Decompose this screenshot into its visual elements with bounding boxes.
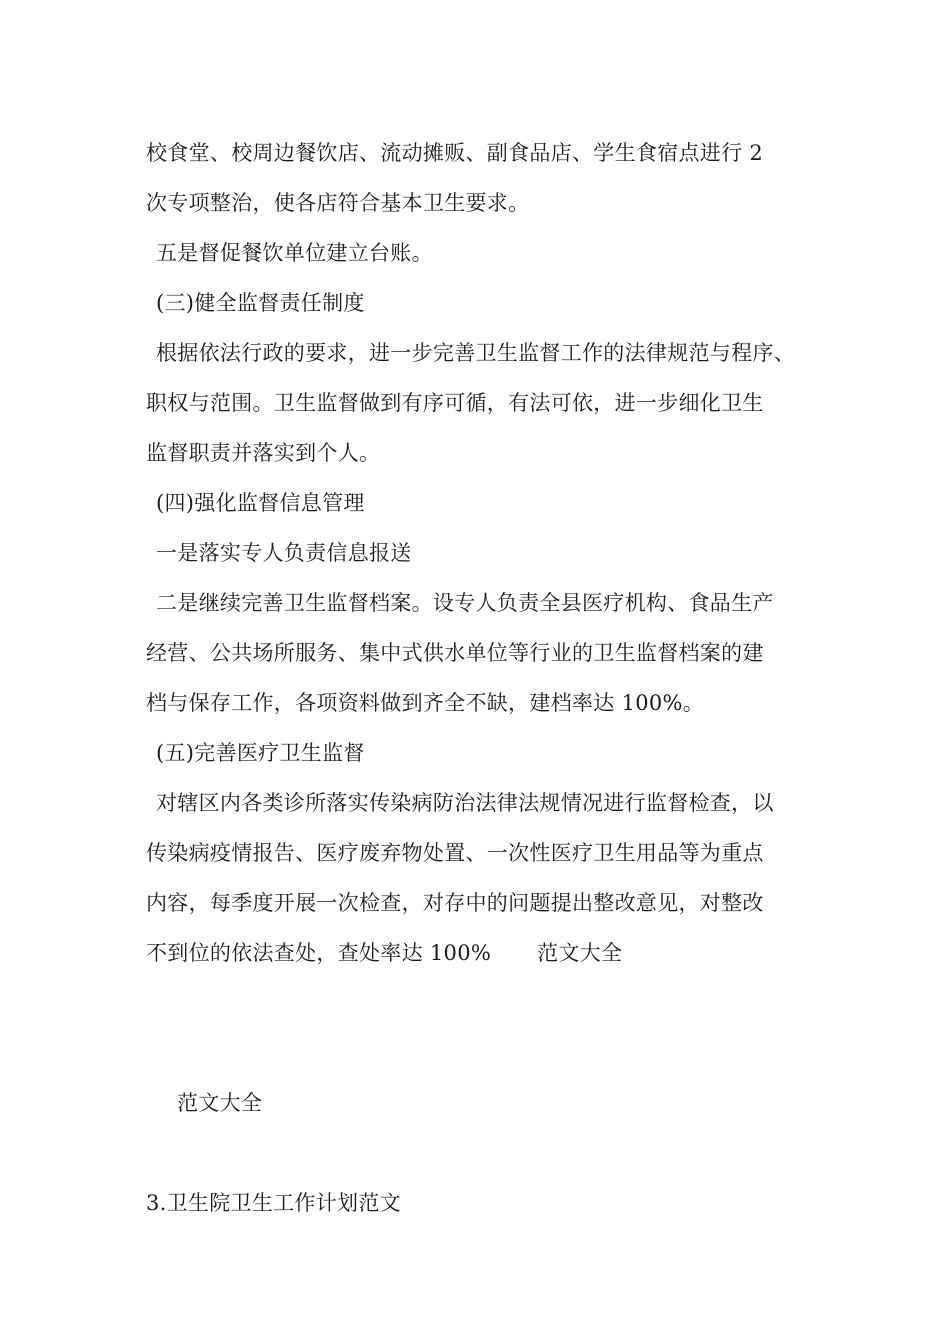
paragraph-line: 职权与范围。卫生监督做到有序可循，有法可依，进一步细化卫生	[146, 391, 764, 415]
paragraph-line: 一是落实专人负责信息报送	[156, 541, 412, 565]
footer-watermark: 范文大全	[177, 1091, 263, 1115]
paragraph-line-with-watermark	[146, 940, 622, 966]
paragraph-line: 根据依法行政的要求，进一步完善卫生监督工作的法律规范与程序、	[156, 341, 795, 365]
paragraph-text: 不到位的依法查处，查处率达 100%	[146, 941, 492, 965]
paragraph-line: 对辖区内各类诊所落实传染病防治法律法规情况进行监督检查，以	[156, 791, 774, 815]
paragraph-line: 内容，每季度开展一次检查，对存中的问题提出整改意见，对整改	[146, 891, 764, 915]
section-heading: (四)强化监督信息管理	[156, 491, 365, 515]
paragraph-line: 校食堂、校周边餐饮店、流动摊贩、副食品店、学生食宿点进行 2	[146, 141, 764, 165]
paragraph-line: 监督职责并落实到个人。	[146, 441, 381, 465]
paragraph-line: 五是督促餐饮单位建立台账。	[156, 241, 433, 265]
paragraph-line: 传染病疫情报告、医疗废弃物处置、一次性医疗卫生用品等为重点	[146, 841, 764, 865]
inline-watermark: 范文大全	[537, 941, 623, 965]
section-heading: (五)完善医疗卫生监督	[156, 741, 365, 765]
paragraph-line: 档与保存工作，各项资料做到齐全不缺，建档率达 100%。	[146, 691, 705, 715]
paragraph-line: 二是继续完善卫生监督档案。设专人负责全县医疗机构、食品生产	[156, 591, 774, 615]
paragraph-line: 经营、公共场所服务、集中式供水单位等行业的卫生监督档案的建	[146, 641, 764, 665]
next-section-heading: 3.卫生院卫生工作计划范文	[146, 1191, 401, 1215]
section-heading: (三)健全监督责任制度	[156, 291, 365, 315]
paragraph-line: 次专项整治，使各店符合基本卫生要求。	[146, 191, 530, 215]
